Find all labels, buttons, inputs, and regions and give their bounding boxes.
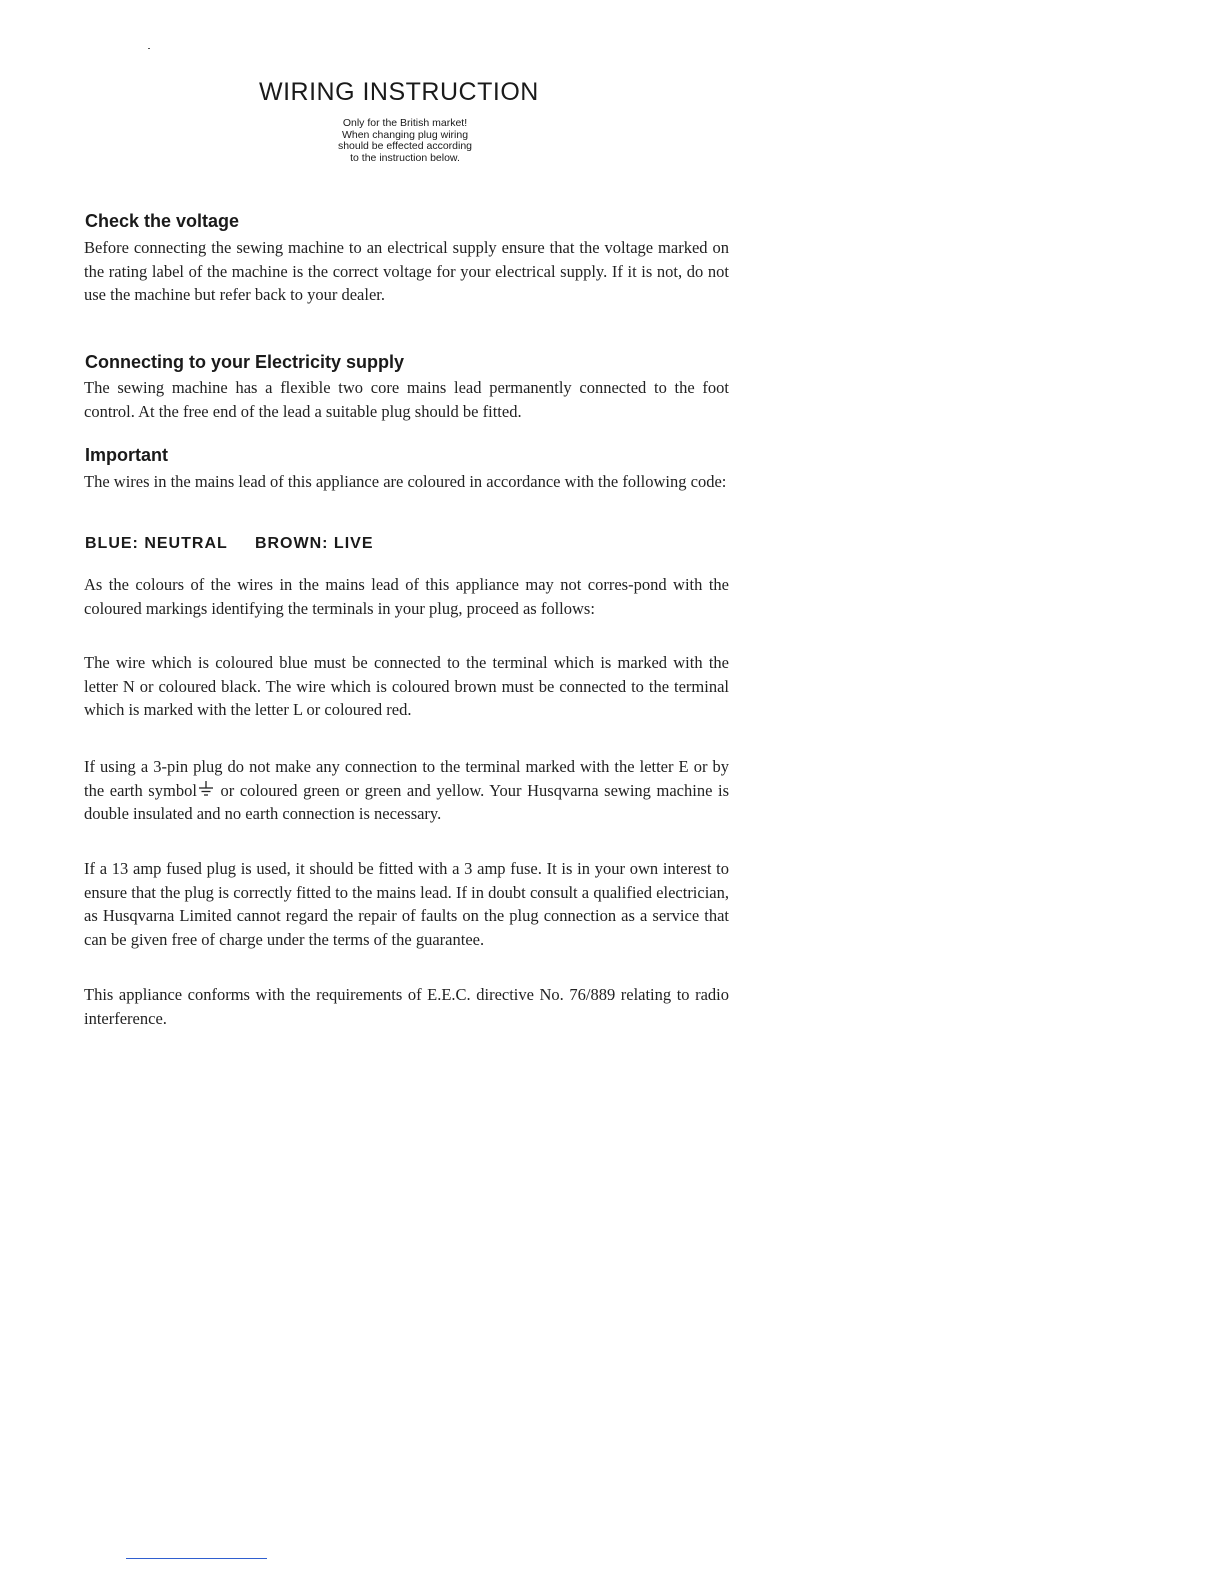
paragraph-connecting-supply: The sewing machine has a flexible two core mains lead permanently connected to the foot control. At the free end of the lead a suitable plug should be fitted. (84, 378, 729, 421)
earth-ground-icon (198, 780, 214, 798)
code-brown-live: BROWN: LIVE (254, 535, 374, 552)
heading-check-voltage: Check the voltage (85, 211, 240, 231)
heading-connecting-supply: Connecting to your Electricity supply (85, 352, 405, 372)
paragraph-wire-terminals: The wire which is coloured blue must be connected to the terminal which is marked with the letter N or coloured black. The wire which is coloured brown must be connected to the terminal which is marked with the letter L or coloured red. (84, 653, 729, 720)
paragraph-colours: As the colours of the wires in the mains lead of this appliance may not corres-pond with the coloured markings identifying the terminals in your plug, proceed as follows: (84, 575, 729, 618)
market-note-line: Only for the British market! (342, 117, 468, 129)
paragraph-check-voltage: Before connecting the sewing machine to an electrical supply ensure that the voltage marked on the rating label of the machine is the correct voltage for your electrical supply. If it is not, do not use the machine but refer back to your dealer. (84, 238, 729, 305)
page-title: WIRING INSTRUCTION (259, 78, 539, 106)
scan-speck (148, 48, 150, 49)
market-note-line: to the instruction below. (350, 151, 460, 164)
pin-plug-text-start: If using a 3-pin plug do not make any connection to the terminal marked with the letter E or by the earth symbol (84, 757, 729, 800)
market-note-line: When changing plug wiring (341, 128, 469, 141)
footer-rule (126, 1558, 267, 1559)
market-note-line: should be effected according (337, 140, 473, 152)
heading-important: Important (85, 445, 168, 465)
paragraph-fuse: If a 13 amp fused plug is used, it should be fitted with a 3 amp fuse. It is in your own interest to ensure that the plug is correctly fitted to the mains lead. If in doubt consult a qualified electrician, as Husqvarna Limited cannot regard the repair of faults on the plug connection as a service that can be given free of charge under the terms of the guarantee. (84, 859, 729, 949)
wire-colour-code (85, 535, 373, 553)
market-note (290, 118, 520, 164)
paragraph-3-pin-plug (84, 755, 729, 826)
paragraph-eec-directive: This appliance conforms with the requirements of E.E.C. directive No. 76/889 relating to radio interference. (84, 985, 729, 1028)
pin-plug-text-end: or coloured green or green and yellow. Your Husqvarna sewing machine is double insulated and no earth connection is necessary. (84, 780, 729, 824)
paragraph-important: The wires in the mains lead of this appliance are coloured in accordance with the following code: (84, 472, 727, 491)
code-blue-neutral: BLUE: NEUTRAL (85, 535, 228, 552)
